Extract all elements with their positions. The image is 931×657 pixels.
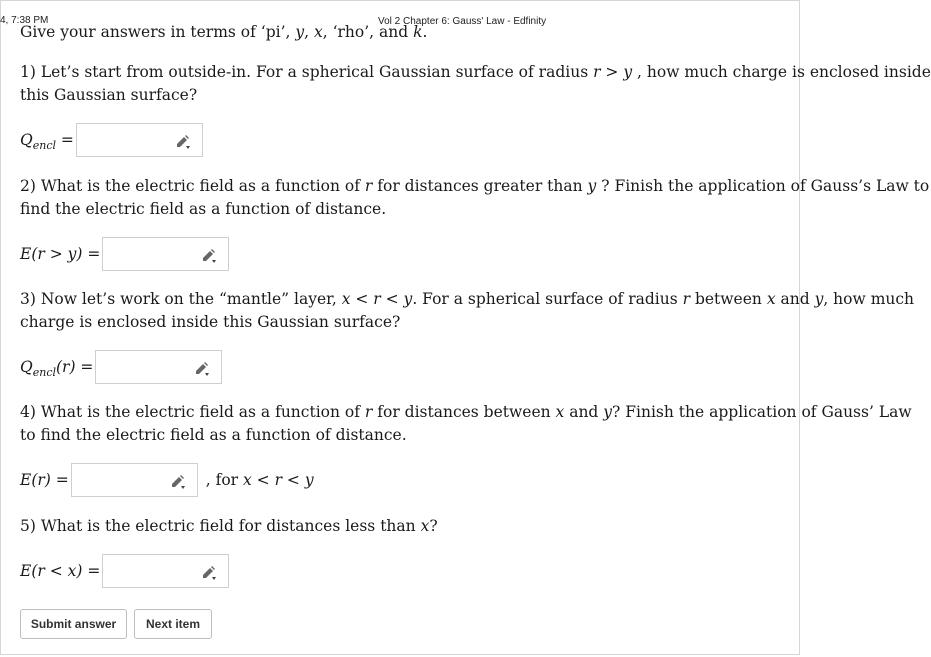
question-text: for distances between [372, 403, 556, 421]
math-var: x [766, 290, 776, 308]
question-text: and [775, 290, 815, 308]
pencil-dropdown-icon[interactable] [174, 132, 192, 150]
math-var: y [295, 23, 305, 41]
pencil-dropdown-icon[interactable] [200, 246, 218, 264]
question-text: ? Finish the application of Gauss’ Law [612, 403, 912, 421]
math-var: y [587, 177, 597, 195]
math-expression: x < r < y [341, 290, 413, 308]
question-2-text-line2: find the electric field as a function of distance. [20, 200, 387, 218]
math-var: Q [20, 358, 33, 376]
math-subscript: encl [32, 139, 56, 152]
question-text: between [690, 290, 767, 308]
instructions-text: , ‘rho’, and [322, 23, 414, 41]
instructions [20, 22, 427, 42]
question-text: 2) What is the electric field as a function of [20, 177, 365, 195]
answer-input-1[interactable] [76, 123, 203, 157]
pencil-dropdown-icon[interactable] [200, 563, 218, 581]
submit-answer-button[interactable]: Submit answer [20, 609, 127, 639]
answer-input-4[interactable] [71, 463, 198, 497]
math-expression: r > y [593, 63, 633, 81]
math-var: y [814, 290, 824, 308]
question-3-text [20, 289, 914, 309]
question-text: , how much charge is enclosed inside [632, 63, 931, 81]
question-text: . For a spherical surface of radius [412, 290, 683, 308]
question-text: ? Finish the application of Gauss’s Law to [596, 177, 930, 195]
next-item-button[interactable]: Next item [134, 609, 212, 639]
math-var: k [413, 23, 423, 41]
math-var: r [364, 177, 373, 195]
pencil-dropdown-icon[interactable] [193, 359, 211, 377]
question-3-text-line2: charge is enclosed inside this Gaussian surface? [20, 313, 401, 331]
question-4-answer-row [20, 463, 314, 497]
answer-input-2[interactable] [102, 237, 229, 271]
math-equals: = [56, 131, 74, 149]
question-2-text [20, 176, 929, 196]
math-var: x [420, 517, 430, 535]
answer-condition [206, 471, 314, 489]
math-equals: (r) = [56, 358, 94, 376]
condition-text: , for [205, 471, 243, 489]
math-expression: x < r < y [243, 471, 314, 489]
question-text: , how much [823, 290, 915, 308]
question-5-text [20, 516, 438, 536]
math-var: r [364, 403, 373, 421]
question-1-text [20, 62, 931, 82]
print-page-title: Vol 2 Chapter 6: Gauss' Law - Edfinity [378, 16, 547, 27]
question-text: 1) Let’s start from outside-in. For a spherical Gaussian surface of radius [20, 63, 594, 81]
math-var: y [603, 403, 613, 421]
question-text: for distances greater than [372, 177, 588, 195]
question-text: 3) Now let’s work on the “mantle” layer, [20, 290, 342, 308]
pencil-dropdown-icon[interactable] [169, 472, 187, 490]
question-4-text-line2: to find the electric field as a function of distance. [20, 426, 407, 444]
question-text: and [564, 403, 604, 421]
print-timestamp: 4, 7:38 PM [0, 15, 49, 26]
question-text: 4) What is the electric field as a function of [20, 403, 365, 421]
question-text: ? [429, 517, 438, 535]
answer-input-5[interactable] [102, 554, 229, 588]
answer-label [20, 131, 74, 152]
instructions-text: Give your answers in terms of ‘pi’, [20, 23, 296, 41]
question-4-text [20, 402, 912, 422]
question-5-answer-row [20, 554, 229, 588]
math-var: Q [20, 131, 33, 149]
question-1-text-line2: this Gaussian surface? [20, 86, 198, 104]
answer-label: E(r < x) = [20, 562, 101, 580]
math-subscript: encl [32, 366, 56, 379]
math-var: x [555, 403, 565, 421]
question-2-answer-row [20, 237, 229, 271]
answer-label [20, 358, 94, 379]
instructions-text: , [304, 23, 314, 41]
answer-input-3[interactable] [95, 350, 222, 384]
answer-label: E(r > y) = [20, 245, 101, 263]
question-3-answer-row [20, 350, 222, 384]
instructions-text: . [422, 23, 428, 41]
question-1-answer-row [20, 123, 203, 157]
question-text: 5) What is the electric field for distances less than [20, 517, 421, 535]
math-var: x [313, 23, 323, 41]
answer-label: E(r) = [20, 471, 69, 489]
math-var: r [682, 290, 691, 308]
